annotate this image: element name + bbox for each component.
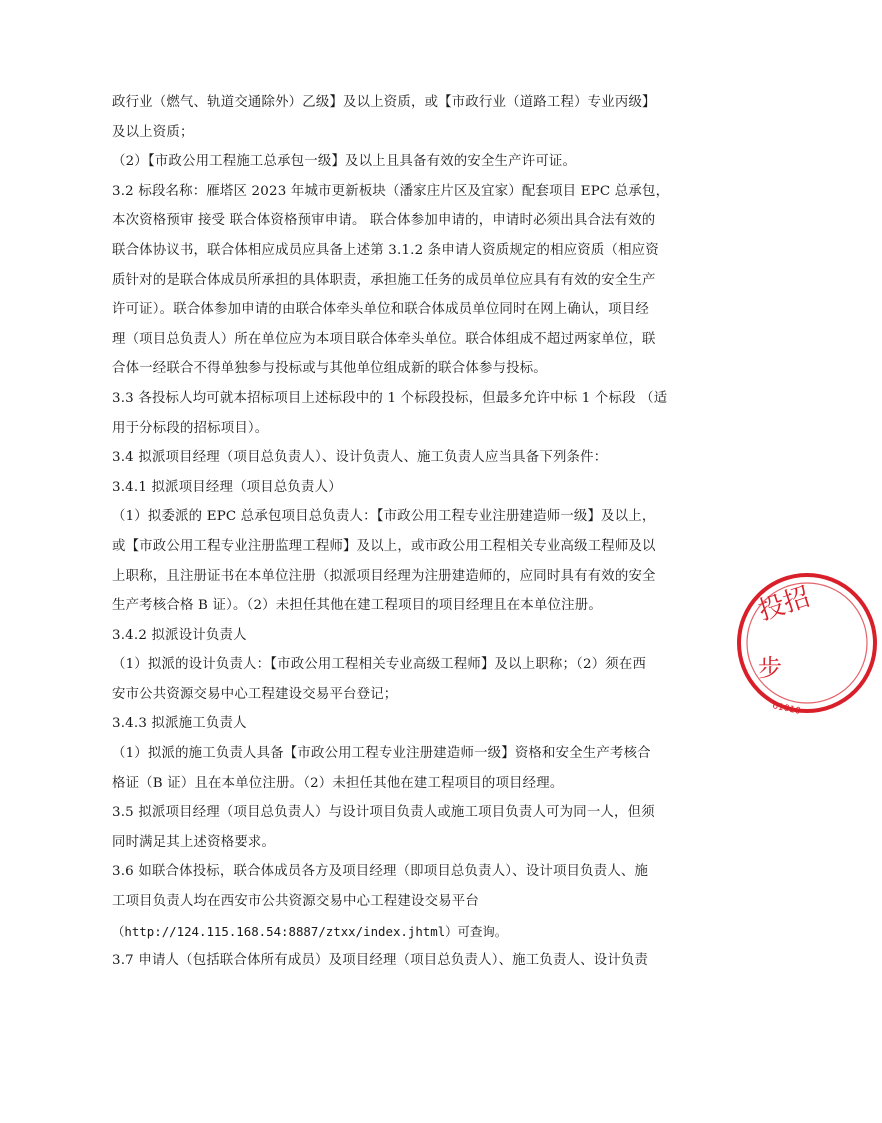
text-line: 3.6 如联合体投标，联合体成员各方及项目经理（即项目总负责人）、设计项目负责人、施 bbox=[112, 864, 649, 880]
text-line: 3.4.1 拟派项目经理（项目总负责人） bbox=[112, 479, 342, 495]
svg-text:步: 步 bbox=[758, 654, 782, 682]
text-line: （2）【市政公用工程施工总承包一级】及以上且具备有效的安全生产许可证。 bbox=[112, 154, 577, 170]
text-line: 用于分标段的招标项目）。 bbox=[112, 420, 269, 436]
text-line: 安市公共资源交易中心工程建设交易平台登记； bbox=[112, 686, 398, 702]
text-line: 及以上资质； bbox=[112, 124, 194, 140]
text-line: 政行业（燃气、轨道交通除外）乙级】及以上资质，或【市政行业（道路工程）专业丙级】 bbox=[112, 95, 656, 110]
text-line: 3.4.2 拟派设计负责人 bbox=[112, 627, 247, 643]
paragraph bbox=[112, 621, 692, 651]
text-line: 同时满足其上述资格要求。 bbox=[112, 834, 276, 850]
text-line: （http://124.115.168.54:8887/ztxx/index.jhtml）可查询。 bbox=[112, 923, 508, 939]
svg-text:投招: 投招 bbox=[754, 582, 814, 627]
text-line: 生产考核合格 B 证）。（2）未担任其他在建工程项目的项目经理且在本单位注册。 bbox=[112, 598, 602, 614]
text-line: 或【市政公用工程专业注册监理工程师】及以上，或市政公用工程相关专业高级工程师及以 bbox=[112, 538, 656, 554]
text-line: 工项目负责人均在西安市公共资源交易中心工程建设交易平台 bbox=[112, 894, 479, 910]
text-line: 理（项目总负责人）所在单位应为本项目联合体牵头单位。联合体组成不超过两家单位，联 bbox=[112, 331, 656, 347]
paragraph bbox=[112, 443, 692, 473]
text-line: （1）拟委派的 EPC 总承包项目总负责人：【市政公用工程专业注册建造师一级】及以上， bbox=[112, 509, 656, 525]
svg-text:61010: 61010 bbox=[771, 701, 802, 717]
text-line: （1）拟派的施工负责人具备【市政公用工程专业注册建造师一级】资格和安全生产考核合 bbox=[112, 746, 651, 762]
paragraph bbox=[112, 502, 692, 620]
text-line: 3.2 标段名称：雁塔区 2023 年城市更新板块（潘家庄片区及宜家）配套项目 EPC 总承包， bbox=[112, 183, 670, 199]
paragraph bbox=[112, 177, 692, 384]
text-line: 联合体协议书，联合体相应成员应具备上述第 3.1.2 条申请人资质规定的相应资质（相应资 bbox=[112, 242, 659, 258]
paragraph bbox=[112, 384, 692, 443]
text-line: 3.4 拟派项目经理（项目总负责人）、设计负责人、施工负责人应当具备下列条件： bbox=[112, 450, 608, 466]
text-line: 3.4.3 拟派施工负责人 bbox=[112, 716, 247, 732]
text-line: 3.5 拟派项目经理（项目总负责人）与设计项目负责人或施工项目负责人可为同一人，但须 bbox=[112, 805, 655, 821]
paragraph bbox=[112, 798, 692, 857]
text-line: 上职称，且注册证书在本单位注册（拟派项目经理为注册建造师的，应同时具有有效的安全 bbox=[112, 568, 656, 584]
red-seal-stamp bbox=[732, 568, 882, 718]
paragraph bbox=[112, 147, 692, 177]
document-body bbox=[112, 88, 692, 976]
text-line: 本次资格预审 接受 联合体资格预审申请。 联合体参加申请的，申请时必须出具合法有效的 bbox=[112, 213, 656, 229]
paragraph bbox=[112, 857, 692, 946]
paragraph bbox=[112, 946, 692, 976]
text-line: 格证（B 证）且在本单位注册。（2）未担任其他在建工程项目的项目经理。 bbox=[112, 775, 564, 791]
text-line: 质针对的是联合体成员所承担的具体职责，承担施工任务的成员单位应具有有效的安全生产 bbox=[112, 272, 656, 288]
text-line: （1）拟派的设计负责人：【市政公用工程相关专业高级工程师】及以上职称；（2）须在西 bbox=[112, 657, 647, 673]
paragraph bbox=[112, 88, 692, 147]
paragraph bbox=[112, 650, 692, 709]
text-line: 3.3 各投标人均可就本招标项目上述标段中的 1 个标段投标，但最多允许中标 1 个标段 （适 bbox=[112, 390, 668, 406]
paragraph bbox=[112, 473, 692, 503]
paragraph bbox=[112, 739, 692, 798]
text-line: 3.7 申请人（包括联合体所有成员）及项目经理（项目总负责人）、施工负责人、设计负责 bbox=[112, 953, 649, 969]
text-line: 合体一经联合不得单独参与投标或与其他单位组成新的联合体参与投标。 bbox=[112, 361, 547, 377]
text-line: 许可证）。联合体参加申请的由联合体牵头单位和联合体成员单位同时在网上确认，项目经 bbox=[112, 302, 649, 318]
paragraph bbox=[112, 709, 692, 739]
